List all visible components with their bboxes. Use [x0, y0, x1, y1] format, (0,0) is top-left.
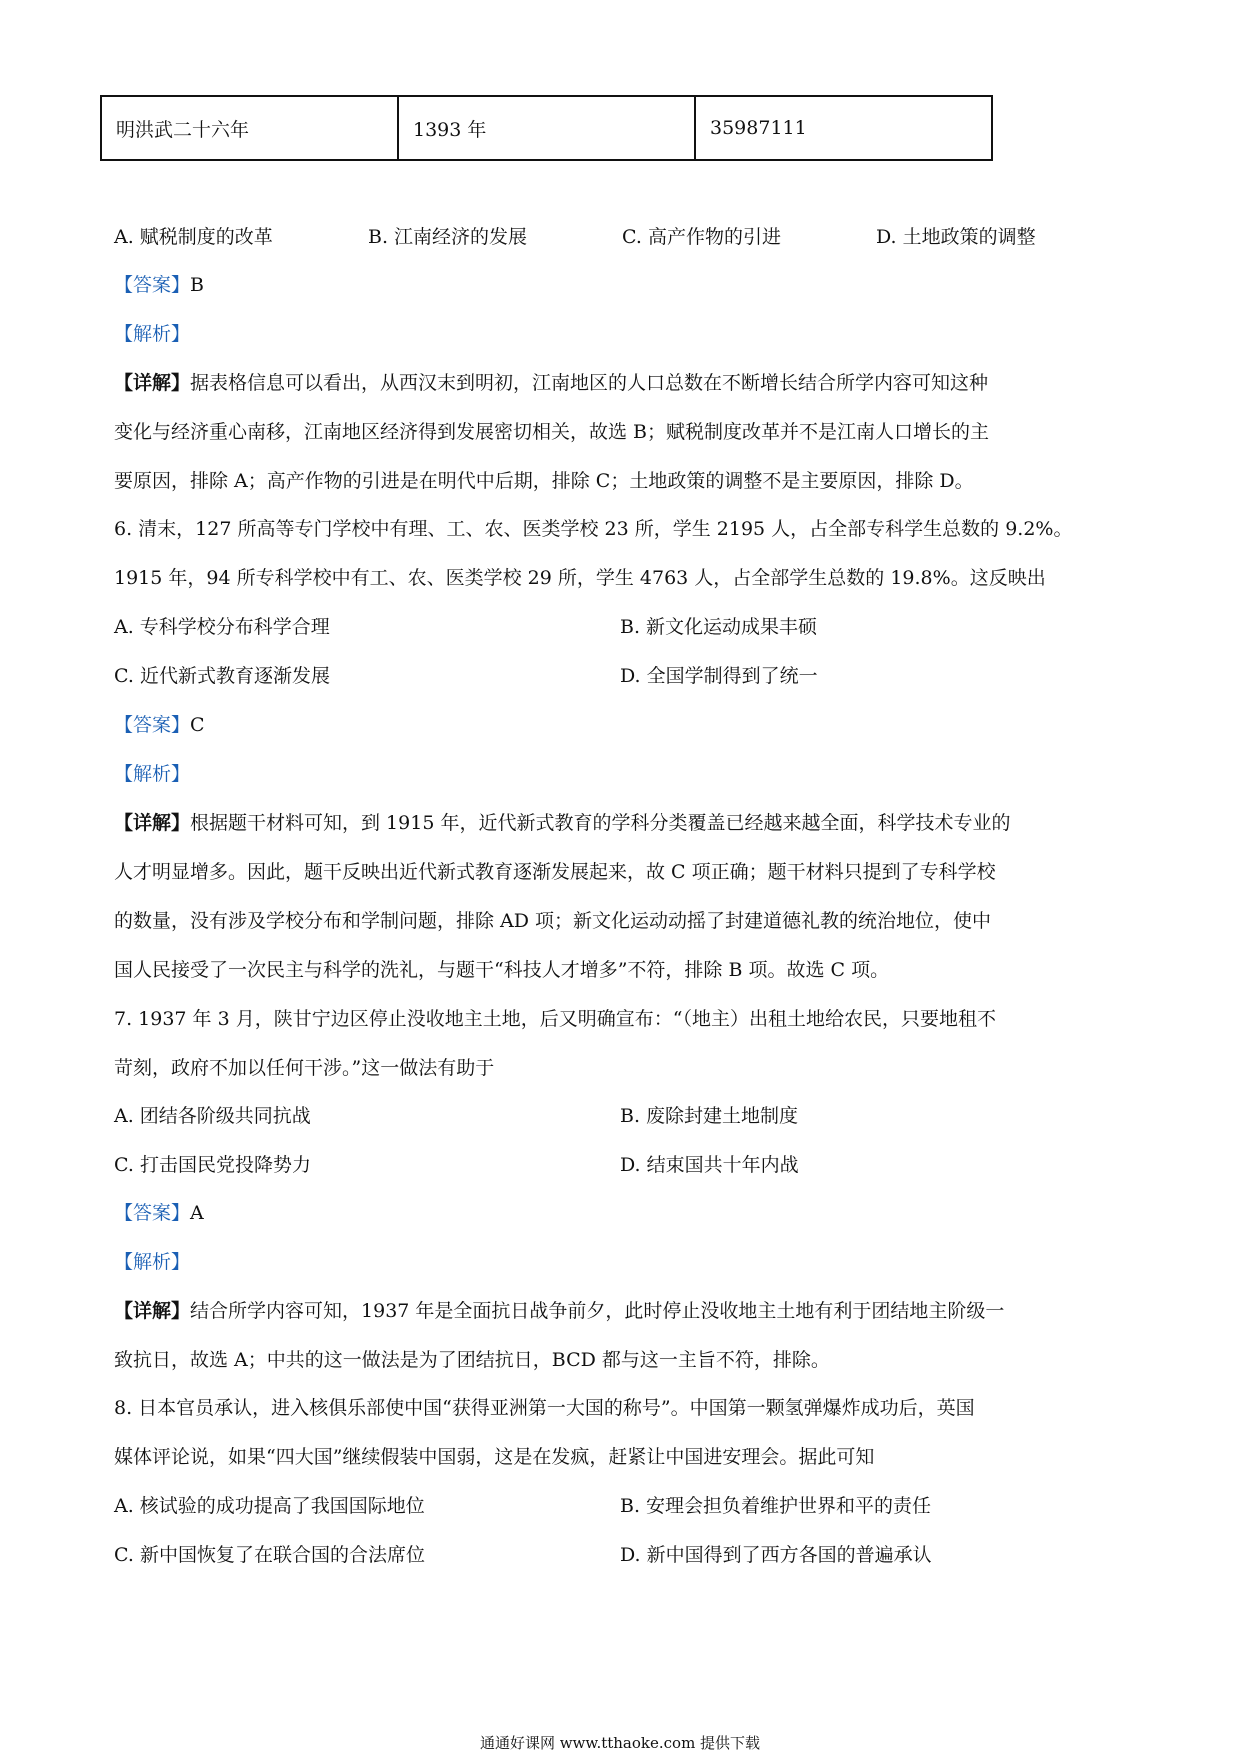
q7-option-d: D. 结束国共十年内战 [620, 1154, 799, 1176]
detail-text: 结合所学内容可知，1937 年是全面抗日战争前夕，此时停止没收地主土地有利于团结地主阶级一 [190, 1300, 1005, 1322]
table-cell-era: 明洪武二十六年 [101, 96, 398, 160]
q6-option-c: C. 近代新式教育逐渐发展 [114, 665, 330, 687]
answer-value: C [190, 714, 205, 736]
q5-option-c: C. 高产作物的引进 [622, 226, 781, 248]
table-row [101, 96, 992, 160]
q7-detail-line-1 [114, 1296, 1004, 1326]
q5-answer [114, 270, 204, 300]
page-footer: 通通好课网 www.tthaoke.com 提供下载 [479, 1734, 761, 1752]
q6-analysis-tag: 【解析】 [114, 763, 191, 785]
q7-detail-line-2: 致抗日，故选 A；中共的这一做法是为了团结抗日，BCD 都与这一主旨不符，排除。 [114, 1349, 830, 1371]
answer-tag: 【答案】 [114, 274, 191, 296]
detail-tag: 【详解】 [114, 812, 191, 834]
q5-analysis-tag: 【解析】 [114, 323, 191, 345]
q6-answer [114, 710, 205, 740]
answer-tag: 【答案】 [114, 714, 191, 736]
q8-option-a: A. 核试验的成功提高了我国国际地位 [114, 1495, 425, 1517]
q8-stem-line-2: 媒体评论说，如果“四大国”继续假装中国弱，这是在发疯，赶紧让中国进安理会。据此可知 [114, 1446, 875, 1468]
q7-stem-line-1: 7. 1937 年 3 月，陕甘宁边区停止没收地主土地，后又明确宣布：“（地主）出租土地给农民，只要地租不 [114, 1008, 996, 1030]
detail-text: 据表格信息可以看出，从西汉末到明初，江南地区的人口总数在不断增长结合所学内容可知这种 [190, 372, 989, 394]
q7-option-c: C. 打击国民党投降势力 [114, 1154, 311, 1176]
q7-analysis-tag: 【解析】 [114, 1251, 191, 1273]
detail-tag: 【详解】 [114, 372, 191, 394]
detail-text: 根据题干材料可知，到 1915 年，近代新式教育的学科分类覆盖已经越来越全面，科学技术专业的 [190, 812, 1011, 834]
table-cell-population: 35987111 [695, 96, 992, 160]
q7-option-a: A. 团结各阶级共同抗战 [114, 1105, 311, 1127]
detail-tag: 【详解】 [114, 1300, 191, 1322]
q5-detail-line-3: 要原因，排除 A；高产作物的引进是在明代中后期，排除 C；土地政策的调整不是主要原因，排除 D。 [114, 470, 974, 492]
q8-option-d: D. 新中国得到了西方各国的普遍承认 [620, 1544, 932, 1566]
q6-detail-line-4: 国人民接受了一次民主与科学的洗礼，与题干“科技人才增多”不符，排除 B 项。故选 C 项。 [114, 959, 890, 981]
q6-option-a: A. 专科学校分布科学合理 [114, 616, 330, 638]
q6-option-d: D. 全国学制得到了统一 [620, 665, 818, 687]
q5-detail-line-2: 变化与经济重心南移，江南地区经济得到发展密切相关，故选 B；赋税制度改革并不是江南人口增长的主 [114, 421, 990, 443]
q6-detail-line-2: 人才明显增多。因此，题干反映出近代新式教育逐渐发展起来，故 C 项正确；题干材料只提到了专科学校 [114, 861, 996, 883]
q5-detail-line-1 [114, 368, 988, 398]
q8-option-b: B. 安理会担负着维护世界和平的责任 [620, 1495, 932, 1517]
q6-stem-line-1: 6. 清末，127 所高等专门学校中有理、工、农、医类学校 23 所，学生 2195 人，占全部专科学生总数的 9.2%。 [114, 518, 1073, 540]
q6-stem-line-2: 1915 年，94 所专科学校中有工、农、医类学校 29 所，学生 4763 人，占全部学生总数的 19.8%。这反映出 [114, 567, 1046, 589]
q7-option-b: B. 废除封建土地制度 [620, 1105, 799, 1127]
q7-stem-line-2: 苛刻，政府不加以任何干涉。”这一做法有助于 [114, 1057, 495, 1079]
answer-value: B [190, 274, 204, 296]
q5-option-a: A. 赋税制度的改革 [114, 226, 273, 248]
q6-detail-line-3: 的数量，没有涉及学校分布和学制问题，排除 AD 项；新文化运动动摇了封建道德礼教的统治地位，使中 [114, 910, 992, 932]
q5-option-d: D. 土地政策的调整 [876, 226, 1036, 248]
answer-tag: 【答案】 [114, 1202, 191, 1224]
q7-answer [114, 1198, 204, 1228]
table-cell-year: 1393 年 [398, 96, 695, 160]
answer-value: A [190, 1202, 204, 1224]
q6-option-b: B. 新文化运动成果丰硕 [620, 616, 818, 638]
population-table [100, 95, 993, 161]
q8-stem-line-1: 8. 日本官员承认，进入核俱乐部使中国“获得亚洲第一大国的称号”。中国第一颗氢弹爆炸成功后，英国 [114, 1397, 975, 1419]
q5-option-b: B. 江南经济的发展 [368, 226, 528, 248]
q6-detail-line-1 [114, 808, 1010, 838]
q8-option-c: C. 新中国恢复了在联合国的合法席位 [114, 1544, 425, 1566]
